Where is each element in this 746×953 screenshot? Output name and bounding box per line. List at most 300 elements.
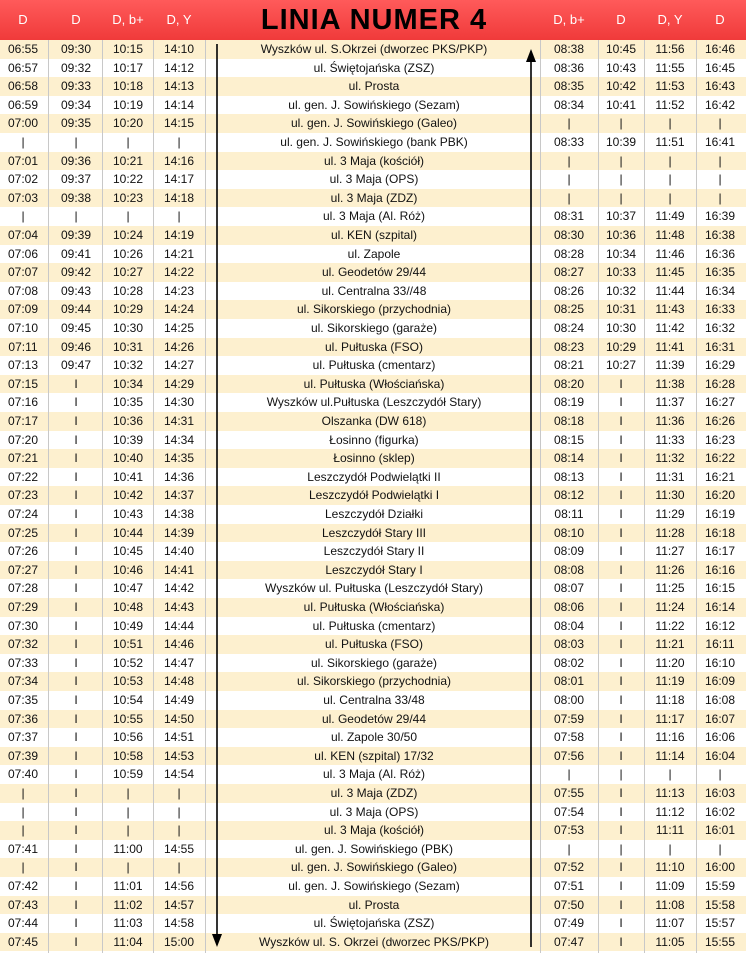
stop-name-cell: ul. Pułtuska (Włościańska) [303,600,445,614]
departure-time-cell: 09:41 [60,246,92,261]
stop-name-cell: ul. gen. J. Sowińskiego (Sezam) [288,879,460,893]
departure-time-cell: 14:40 [163,544,195,559]
return-time-cell: 10:33 [605,265,637,280]
departure-time-cell: 14:53 [163,748,195,763]
departure-time-cell: 07:32 [7,637,39,652]
return-time-cell: 07:52 [553,860,585,875]
return-time-cell: 11:55 [655,60,685,75]
return-time-cell: | [567,841,571,856]
up-arrow-icon [526,49,536,947]
departure-time-cell: 14:29 [163,376,195,391]
departure-time-cell: I [74,525,78,540]
departure-time-cell: 14:30 [163,395,195,410]
departure-time-cell: 10:23 [112,190,144,205]
departure-time-cell: 06:57 [7,60,39,75]
departure-time-cell: | [21,209,25,224]
departure-time-cell: 14:51 [163,730,195,745]
departure-time-cell: I [74,916,78,931]
return-time-cell: 07:55 [553,786,585,800]
stop-name-cell: ul. gen. J. Sowińskiego (PBK) [294,841,454,856]
departure-time-cell: | [126,804,130,819]
header-col-7: D, Y [657,12,683,27]
return-time-cell: 16:15 [704,581,736,596]
return-time-cell: 08:13 [553,469,585,484]
departure-time-cell: 09:46 [60,339,92,354]
departure-time-cell: 10:48 [112,600,144,614]
return-time-cell: | [668,190,672,205]
departure-time-cell: 07:24 [7,507,39,521]
return-time-cell: 11:43 [655,302,685,317]
stop-name-cell: ul. Sikorskiego (przychodnia) [296,302,452,317]
return-time-cell: 08:30 [553,228,585,242]
departure-time-cell: 10:32 [112,358,144,373]
departure-time-cell: 07:15 [7,376,39,391]
departure-time-cell: 07:04 [7,228,39,242]
departure-time-cell: 10:49 [112,618,144,633]
departure-time-cell: 07:03 [7,190,39,205]
return-time-cell: I [619,618,623,633]
departure-time-cell: I [74,841,78,856]
departure-time-cell: 09:30 [60,42,92,56]
return-time-cell: 10:27 [605,358,637,373]
return-time-cell: 11:10 [655,860,685,875]
departure-time-cell: I [74,544,78,559]
departure-time-cell: 09:39 [60,228,92,242]
return-time-cell: | [668,116,672,131]
departure-time-cell: 07:26 [7,544,39,559]
return-time-cell: 15:58 [704,897,736,912]
return-time-cell: 11:52 [655,97,685,112]
return-time-cell: 08:14 [553,451,585,466]
return-time-cell: 10:37 [605,209,637,224]
departure-time-cell: I [74,414,78,428]
departure-time-cell: 07:42 [7,879,39,893]
return-time-cell: 11:51 [655,135,685,149]
return-time-cell: 08:07 [553,581,585,596]
header-col-5: D, b+ [553,12,585,27]
return-time-cell: I [619,860,623,875]
return-time-cell: 16:04 [704,748,736,763]
departure-time-cell: I [74,767,78,782]
return-time-cell: 11:49 [655,209,685,224]
departure-time-cell: 10:39 [112,432,144,447]
return-time-cell: 16:46 [704,42,736,56]
stop-name-cell: Leszczydół Podwielątki I [308,488,440,503]
return-time-cell: | [619,841,623,856]
departure-time-cell: I [74,581,78,596]
stop-name-cell: Łosinno (sklep) [333,451,415,466]
header-col-3: D, b+ [112,12,144,27]
return-time-cell: 16:42 [704,97,736,112]
header-col-1: D [18,12,28,27]
departure-time-cell: 07:06 [7,246,39,261]
return-time-cell: 15:59 [704,879,736,893]
departure-time-cell: | [74,135,78,149]
stop-name-cell: Leszczydół Działki [324,507,424,521]
return-time-cell: 07:53 [553,823,585,838]
return-time-cell: | [668,153,672,168]
departure-time-cell: I [74,655,78,670]
departure-time-cell: 07:40 [7,767,39,782]
return-time-cell: 08:24 [553,321,585,335]
departure-time-cell: 14:56 [163,879,195,893]
stop-name-cell: Leszczydół Stary II [323,544,425,559]
return-time-cell: 11:13 [655,786,685,800]
departure-time-cell: 07:39 [7,748,39,763]
return-time-cell: 07:58 [553,730,585,745]
departure-time-cell: 14:43 [163,600,195,614]
departure-time-cell: 14:39 [163,525,195,540]
departure-time-cell: I [74,730,78,745]
departure-time-cell: 10:21 [112,153,144,168]
departure-time-cell: 14:50 [163,711,195,726]
departure-time-cell: 09:42 [60,265,92,280]
stop-name-cell: ul. gen. J. Sowińskiego (bank PBK) [280,135,468,149]
return-time-cell: 11:32 [655,451,685,466]
departure-time-cell: 07:09 [7,302,39,317]
departure-time-cell: I [74,488,78,503]
departure-time-cell: | [21,823,25,838]
departure-time-cell: 07:02 [7,172,39,187]
departure-time-cell: | [126,860,130,875]
stop-name-cell: Wyszków ul. Pułtuska (Leszczydół Stary) [265,581,483,596]
departure-time-cell: 09:38 [60,190,92,205]
departure-time-cell: 09:34 [60,97,92,112]
departure-time-cell: | [126,786,130,800]
return-time-cell: I [619,934,623,949]
departure-time-cell: 10:36 [112,414,144,428]
return-time-cell: I [619,748,623,763]
departure-time-cell: 14:34 [163,432,195,447]
return-time-cell: 16:11 [705,637,735,652]
stop-name-cell: ul. 3 Maja (ZDZ) [330,190,418,205]
stop-name-cell: Wyszków ul.Pułtuska (Leszczydół Stary) [266,395,482,410]
return-time-cell: | [567,116,571,131]
departure-time-cell: I [74,469,78,484]
return-time-cell: 11:41 [655,339,685,354]
stop-name-cell: ul. Centralna 33//48 [321,283,427,298]
departure-time-cell: I [74,711,78,726]
return-time-cell: 10:45 [605,42,637,56]
stop-name-cell: ul. Pułtuska (Włościańska) [303,376,445,391]
departure-time-cell: 14:23 [163,283,195,298]
departure-time-cell: 11:01 [113,879,143,893]
return-time-cell: I [619,916,623,931]
departure-time-cell: 07:17 [7,414,39,428]
departure-time-cell: 06:59 [7,97,39,112]
departure-time-cell: | [74,209,78,224]
departure-time-cell: 07:07 [7,265,39,280]
return-time-cell: 11:11 [655,823,685,838]
departure-time-cell: 09:43 [60,283,92,298]
departure-time-cell: 14:27 [163,358,195,373]
return-time-cell: 11:25 [655,581,685,596]
stop-name-cell: ul. gen. J. Sowińskiego (Sezam) [288,97,460,112]
departure-time-cell: 09:33 [60,79,92,94]
return-time-cell: 08:15 [553,432,585,447]
departure-time-cell: 14:21 [163,246,195,261]
return-time-cell: I [619,730,623,745]
departure-time-cell: | [177,804,181,819]
departure-time-cell: 10:22 [112,172,144,187]
return-time-cell: 08:28 [553,246,585,261]
departure-time-cell: I [74,786,78,800]
return-time-cell: 16:21 [704,469,736,484]
return-time-cell: 11:33 [655,432,685,447]
departure-time-cell: I [74,618,78,633]
departure-time-cell: 11:03 [113,916,143,931]
return-time-cell: I [619,879,623,893]
return-time-cell: 16:36 [704,246,736,261]
return-time-cell: 16:45 [704,60,736,75]
departure-time-cell: I [74,804,78,819]
return-time-cell: I [619,655,623,670]
departure-time-cell: 10:19 [112,97,144,112]
return-time-cell: 11:26 [655,562,685,577]
return-time-cell: 16:02 [704,804,736,819]
return-time-cell: 16:18 [704,525,736,540]
stop-name-cell: Olszanka (DW 618) [321,414,427,428]
return-time-cell: 11:18 [655,693,685,707]
departure-time-cell: 07:45 [7,934,39,949]
stop-name-cell: Leszczydół Stary I [325,562,423,577]
departure-time-cell: 07:44 [7,916,39,931]
departure-time-cell: 14:17 [163,172,195,187]
departure-time-cell: | [21,135,25,149]
departure-time-cell: | [177,786,181,800]
stop-name-cell: Leszczydół Stary III [321,525,427,540]
return-time-cell: 08:33 [553,135,585,149]
stop-name-cell: ul. gen. J. Sowińskiego (Galeo) [290,860,458,875]
departure-time-cell: 07:22 [7,469,39,484]
stop-name-cell: ul. Pułtuska (FSO) [324,339,424,354]
departure-time-cell: 10:43 [112,507,144,521]
departure-time-cell: 14:41 [163,562,195,577]
return-time-cell: I [619,488,623,503]
departure-time-cell: I [74,395,78,410]
return-time-cell: | [567,172,571,187]
return-time-cell: | [619,767,623,782]
header-col-6: D [616,12,626,27]
departure-time-cell: 11:02 [113,897,143,912]
departure-time-cell: 09:44 [60,302,92,317]
return-time-cell: 11:45 [655,265,685,280]
return-time-cell: I [619,544,623,559]
return-time-cell: | [668,172,672,187]
departure-time-cell: 10:45 [112,544,144,559]
return-time-cell: 08:09 [553,544,585,559]
return-time-cell: 07:49 [553,916,585,931]
departure-time-cell: 10:51 [112,637,144,652]
return-time-cell: 16:14 [704,600,736,614]
stop-name-cell: ul. 3 Maja (kościół) [323,823,425,838]
return-time-cell: I [619,376,623,391]
return-time-cell: I [619,711,623,726]
departure-time-cell: 07:34 [7,674,39,689]
departure-time-cell: I [74,507,78,521]
return-time-cell: 10:39 [605,135,637,149]
return-time-cell: 08:03 [553,637,585,652]
return-time-cell: 11:08 [655,897,685,912]
return-time-cell: 16:29 [704,358,736,373]
departure-time-cell: 10:54 [112,693,144,707]
return-time-cell: | [567,190,571,205]
departure-time-cell: 10:41 [112,469,144,484]
stop-name-cell: Wyszków ul. S. Okrzei (dworzec PKS/PKP) [259,934,489,949]
departure-time-cell: | [21,804,25,819]
stop-name-cell: ul. Świętojańska (ZSZ) [313,916,435,931]
return-time-cell: 08:19 [553,395,585,410]
return-time-cell: 10:29 [605,339,637,354]
stop-name-cell: ul. Sikorskiego (garaże) [310,655,438,670]
departure-time-cell: 07:29 [7,600,39,614]
departure-time-cell: 10:40 [112,451,144,466]
departure-time-cell: 14:19 [163,228,195,242]
return-time-cell: | [567,153,571,168]
return-time-cell: 11:38 [655,376,685,391]
return-time-cell: 16:00 [704,860,736,875]
departure-time-cell: 14:49 [163,693,195,707]
return-time-cell: 11:36 [655,414,685,428]
return-time-cell: I [619,637,623,652]
departure-time-cell: 10:59 [112,767,144,782]
return-time-cell: I [619,507,623,521]
stop-name-cell: ul. Pułtuska (cmentarz) [312,358,436,373]
return-time-cell: 11:37 [655,395,685,410]
departure-time-cell: 11:04 [113,934,143,949]
return-time-cell: 11:16 [655,730,685,745]
return-time-cell: 11:53 [655,79,685,94]
return-time-cell: 11:39 [655,358,685,373]
departure-time-cell: I [74,693,78,707]
return-time-cell: 16:09 [704,674,736,689]
stop-name-cell: ul. Świętojańska (ZSZ) [313,60,435,75]
departure-time-cell: 14:15 [163,116,195,131]
departure-time-cell: | [21,786,25,800]
return-time-cell: | [718,172,722,187]
departure-time-cell: 10:56 [112,730,144,745]
departure-time-cell: 14:55 [163,841,195,856]
header-col-2: D [71,12,81,27]
down-arrow-icon [212,44,222,947]
header-col-4: D, Y [166,12,192,27]
stop-name-cell: ul. Pułtuska (cmentarz) [312,618,436,633]
stop-name-cell: ul. gen. J. Sowińskiego (Galeo) [290,116,458,131]
departure-time-cell: I [74,600,78,614]
return-time-cell: | [668,841,672,856]
departure-time-cell: 14:35 [163,451,195,466]
return-time-cell: 10:43 [605,60,637,75]
return-time-cell: I [619,432,623,447]
return-time-cell: 16:07 [704,711,736,726]
departure-time-cell: 14:12 [163,60,195,75]
departure-time-cell: 10:44 [112,525,144,540]
stop-name-cell: Łosinno (figurka) [329,432,419,447]
return-time-cell: 07:47 [553,934,585,949]
stop-name-cell: ul. Geodetów 29/44 [321,265,427,280]
departure-time-cell: 07:30 [7,618,39,633]
return-time-cell: 08:18 [553,414,585,428]
return-time-cell: 16:41 [704,135,736,149]
return-time-cell: 11:14 [655,748,685,763]
return-time-cell: I [619,804,623,819]
departure-time-cell: 14:48 [163,674,195,689]
departure-time-cell: I [74,451,78,466]
return-time-cell: 16:38 [704,228,736,242]
return-time-cell: 16:03 [704,786,736,800]
return-time-cell: 16:19 [704,507,736,521]
departure-time-cell: 14:22 [163,265,195,280]
departure-time-cell: 10:46 [112,562,144,577]
departure-time-cell: 10:27 [112,265,144,280]
stop-name-cell: ul. 3 Maja (OPS) [329,804,419,819]
return-time-cell: 08:35 [553,79,585,94]
return-time-cell: | [619,190,623,205]
return-time-cell: I [619,897,623,912]
return-time-cell: | [567,767,571,782]
return-time-cell: 08:02 [553,655,585,670]
return-time-cell: 08:21 [553,358,585,373]
departure-time-cell: 07:23 [7,488,39,503]
return-time-cell: 11:46 [655,246,685,261]
return-time-cell: | [718,767,722,782]
return-time-cell: 16:20 [704,488,736,503]
return-time-cell: 10:31 [605,302,637,317]
stop-name-cell: ul. 3 Maja (Al. Róż) [322,209,426,224]
return-time-cell: 16:27 [704,395,736,410]
departure-time-cell: I [74,562,78,577]
return-time-cell: 08:25 [553,302,585,317]
departure-time-cell: 14:25 [163,321,195,335]
departure-time-cell: 14:44 [163,618,195,633]
return-time-cell: 08:06 [553,600,585,614]
return-time-cell: 07:59 [553,711,585,726]
departure-time-cell: 14:47 [163,655,195,670]
return-time-cell: 11:19 [655,674,685,689]
return-time-cell: 11:20 [655,655,685,670]
return-time-cell: 16:34 [704,283,736,298]
return-time-cell: | [718,841,722,856]
departure-time-cell: 07:20 [7,432,39,447]
return-time-cell: 10:32 [605,283,637,298]
return-time-cell: I [619,469,623,484]
departure-time-cell: I [74,748,78,763]
return-time-cell: I [619,451,623,466]
header-col-8: D [715,12,725,27]
departure-time-cell: I [74,674,78,689]
stop-name-cell: ul. Sikorskiego (garaże) [310,321,438,335]
departure-time-cell: 07:00 [7,116,39,131]
return-time-cell: 11:05 [655,934,685,949]
departure-time-cell: 14:26 [163,339,195,354]
return-time-cell: 08:38 [553,42,585,56]
departure-time-cell: 07:36 [7,711,39,726]
return-time-cell: 16:32 [704,321,736,335]
return-time-cell: 16:28 [704,376,736,391]
return-time-cell: 10:36 [605,228,637,242]
departure-time-cell: 10:52 [112,655,144,670]
return-time-cell: | [619,172,623,187]
stop-name-cell: ul. Centralna 33/48 [323,693,425,707]
departure-time-cell: 10:31 [112,339,144,354]
return-time-cell: 10:30 [605,321,637,335]
departure-time-cell: | [126,823,130,838]
departure-time-cell: 07:43 [7,897,39,912]
departure-time-cell: 07:10 [7,321,39,335]
return-time-cell: 07:54 [553,804,585,819]
return-time-cell: | [718,116,722,131]
departure-time-cell: 14:24 [163,302,195,317]
